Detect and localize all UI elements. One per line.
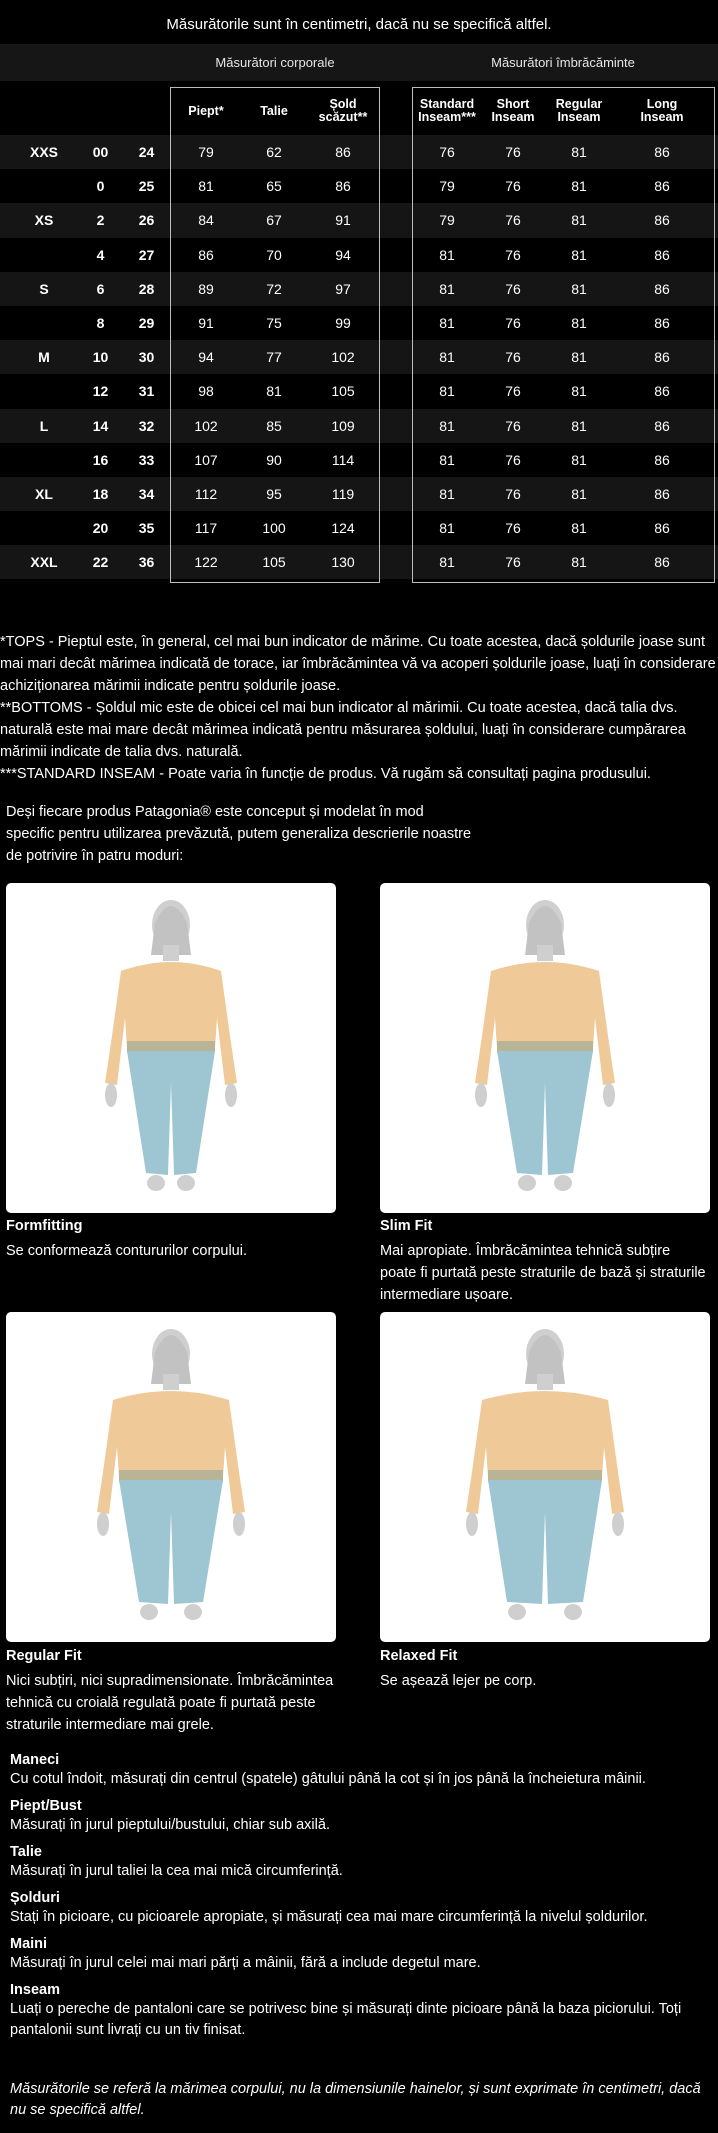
- cell-standard-inseam: 81: [439, 417, 455, 434]
- cell-regular-inseam: 81: [571, 417, 587, 434]
- cell-waist-size: 31: [138, 383, 155, 400]
- cell-chest: 107: [194, 451, 218, 468]
- fit-image-regular-fit: [6, 1312, 336, 1642]
- cell-chest: 117: [194, 520, 218, 537]
- cell-alpha-size: [10, 443, 78, 477]
- glossary-term: Șolduri: [10, 1890, 60, 1906]
- cell-standard-inseam: 79: [439, 178, 455, 195]
- glossary-definition: Măsurați în jurul taliei la cea mai mică circumferință.: [10, 1863, 343, 1879]
- cell-low-hip: 105: [331, 383, 355, 400]
- cell-short-inseam: 76: [505, 144, 521, 161]
- fit-description-relaxed-fit: Se așează lejer pe corp.: [380, 1673, 537, 1689]
- cell-alpha-size: [10, 238, 78, 272]
- cell-long-inseam: 86: [654, 315, 670, 332]
- cell-waist-size: 27: [138, 246, 155, 263]
- cell-chest: 122: [194, 554, 218, 571]
- header-regular-inseam-line: Inseam: [557, 110, 601, 124]
- cell-short-inseam: 76: [505, 178, 521, 195]
- cell-chest: 84: [198, 212, 214, 229]
- fit-image-formfitting: [6, 883, 336, 1213]
- footnote: Măsurătorile se referă la mărimea corpului, nu la dimensiunile hainelor, și sunt exprimate în centimetri, dacă nu se specifică altfel.: [10, 2081, 701, 2118]
- measurement-glossary: [10, 1752, 710, 2041]
- cell-chest: 89: [198, 280, 214, 297]
- fit-description-formfitting: Se conformează contururilor corpului.: [6, 1243, 247, 1259]
- cell-regular-inseam: 81: [571, 212, 587, 229]
- cell-standard-inseam: 81: [439, 280, 455, 297]
- cell-waist: 77: [266, 349, 282, 366]
- cell-chest: 102: [194, 417, 218, 434]
- cell-waist: 67: [266, 212, 282, 229]
- cell-numeric-size: 8: [96, 315, 105, 332]
- cell-short-inseam: 76: [505, 554, 521, 571]
- cell-low-hip: 86: [335, 144, 351, 161]
- cell-short-inseam: 76: [505, 520, 521, 537]
- cell-regular-inseam: 81: [571, 485, 587, 502]
- cell-standard-inseam: 76: [439, 144, 455, 161]
- cell-standard-inseam: 81: [439, 246, 455, 263]
- cell-numeric-size: 0: [96, 178, 105, 195]
- cell-waist-size: 32: [138, 417, 155, 434]
- cell-low-hip: 94: [335, 246, 351, 263]
- cell-waist-size: 29: [138, 315, 155, 332]
- fit-name-relaxed-fit: Relaxed Fit: [380, 1648, 458, 1664]
- glossary-term: Maini: [10, 1936, 48, 1952]
- fit-image-relaxed-fit: [380, 1312, 710, 1642]
- fit-intro: Deși fiecare produs Patagonia® este conceput și modelat în mod specific pentru utilizarea prevăzută, putem generaliza descrierile noastre de potrivire în patru moduri:: [6, 804, 472, 864]
- cell-waist-size: 33: [138, 451, 155, 468]
- cell-numeric-size: 16: [92, 451, 109, 468]
- glossary-definition: Măsurați în jurul pieptului/bustului, chiar sub axilă.: [10, 1817, 330, 1833]
- glossary-term: Talie: [10, 1844, 42, 1860]
- cell-waist: 105: [262, 554, 286, 571]
- cell-waist: 70: [266, 246, 282, 263]
- cell-alpha-size: [10, 306, 78, 340]
- cell-waist: 90: [266, 451, 282, 468]
- inseam-note: ***STANDARD INSEAM - Poate varia în funcție de produs. Vă rugăm să consultați pagina produsului.: [0, 766, 651, 782]
- cell-standard-inseam: 81: [439, 383, 455, 400]
- cell-short-inseam: 76: [505, 212, 521, 229]
- cell-chest: 79: [198, 144, 214, 161]
- cell-alpha-size: [10, 511, 78, 545]
- cell-numeric-size: 20: [92, 520, 109, 537]
- cell-short-inseam: 76: [505, 349, 521, 366]
- cell-low-hip: 99: [335, 315, 351, 332]
- cell-alpha-size: XXS: [29, 144, 58, 161]
- cell-standard-inseam: 81: [439, 520, 455, 537]
- cell-short-inseam: 76: [505, 280, 521, 297]
- header-standard-inseam-line: Standard: [419, 97, 475, 111]
- cell-alpha-size: XS: [34, 212, 54, 229]
- cell-long-inseam: 86: [654, 520, 670, 537]
- header-low-hip-line: Șold: [329, 97, 357, 111]
- cell-regular-inseam: 81: [571, 246, 587, 263]
- cell-long-inseam: 86: [654, 383, 670, 400]
- tops-note: *TOPS - Pieptul este, în general, cel mai bun indicator de mărime. Cu toate acestea, dacă șoldurile joase sunt mai mari decât mărimea indicată de torace, iar îmbrăcămintea vă va acoperi șoldurile joase, luați în considerare achiziționarea mărimii indicate pentru șoldurile joase.: [0, 634, 716, 694]
- cell-waist-size: 26: [138, 212, 155, 229]
- cell-regular-inseam: 81: [571, 349, 587, 366]
- cell-long-inseam: 86: [654, 144, 670, 161]
- size-notes: [0, 631, 718, 785]
- cell-short-inseam: 76: [505, 451, 521, 468]
- cell-long-inseam: 86: [654, 178, 670, 195]
- cell-waist-size: 25: [138, 178, 155, 195]
- cell-standard-inseam: 81: [439, 485, 455, 502]
- glossary-term: Maneci: [10, 1752, 60, 1768]
- cell-low-hip: 130: [331, 554, 355, 571]
- cell-waist: 95: [266, 485, 282, 502]
- size-chart-title: Măsurătorile sunt în centimetri, dacă nu se specifică altfel.: [166, 16, 552, 33]
- cell-standard-inseam: 81: [439, 451, 455, 468]
- cell-long-inseam: 86: [654, 451, 670, 468]
- cell-chest: 81: [198, 178, 214, 195]
- cell-alpha-size: [10, 169, 78, 203]
- cell-numeric-size: 2: [96, 212, 105, 229]
- cell-short-inseam: 76: [505, 246, 521, 263]
- cell-low-hip: 119: [331, 485, 355, 502]
- cell-waist: 100: [262, 520, 286, 537]
- cell-waist-size: 28: [138, 280, 155, 297]
- cell-regular-inseam: 81: [571, 144, 587, 161]
- cell-numeric-size: 14: [92, 417, 109, 434]
- cell-waist: 72: [266, 280, 282, 297]
- cell-alpha-size: S: [39, 280, 49, 297]
- cell-low-hip: 97: [335, 280, 351, 297]
- cell-long-inseam: 86: [654, 485, 670, 502]
- cell-waist-size: 36: [138, 554, 155, 571]
- fit-description-slim-fit: Mai apropiate. Îmbrăcămintea tehnică subțire poate fi purtată peste straturile de bază și straturile intermediare ușoare.: [380, 1243, 706, 1303]
- cell-chest: 94: [198, 349, 214, 366]
- cell-numeric-size: 4: [96, 246, 105, 263]
- header-low-hip-line: scăzut**: [318, 110, 368, 124]
- body-measurements-label: Măsurători corporale: [215, 55, 335, 70]
- cell-waist-size: 24: [138, 144, 155, 161]
- cell-waist-size: 34: [138, 485, 155, 502]
- cell-low-hip: 102: [331, 349, 355, 366]
- bottoms-note: **BOTTOMS - Șoldul mic este de obicei cel mai bun indicator al mărimii. Cu toate acestea, dacă talia dvs. naturală este mai mare decât mărimea indicată pentru măsurarea șoldului, luați în considerare cumpărarea mărimii indicate de talia dvs. naturală.: [0, 700, 686, 760]
- cell-long-inseam: 86: [654, 349, 670, 366]
- cell-chest: 91: [198, 315, 214, 332]
- header-standard-inseam-line: Inseam***: [418, 110, 476, 124]
- cell-long-inseam: 86: [654, 554, 670, 571]
- cell-waist: 65: [266, 178, 282, 195]
- garment-measurements-label: Măsurători îmbrăcăminte: [491, 55, 635, 70]
- cell-regular-inseam: 81: [571, 554, 587, 571]
- fit-image-slim-fit: [380, 883, 710, 1213]
- cell-long-inseam: 86: [654, 246, 670, 263]
- cell-regular-inseam: 81: [571, 178, 587, 195]
- cell-standard-inseam: 81: [439, 349, 455, 366]
- cell-alpha-size: XXL: [30, 554, 58, 571]
- cell-low-hip: 91: [335, 212, 351, 229]
- header-regular-inseam-line: Regular: [555, 97, 603, 111]
- cell-regular-inseam: 81: [571, 280, 587, 297]
- cell-alpha-size: XL: [35, 485, 53, 502]
- body-measurements-box: [170, 87, 380, 583]
- header-chest-line: Piept*: [188, 103, 224, 118]
- glossary-definition: Luați o pereche de pantaloni care se potrivesc bine și măsurați dinte picioare până la baza piciorului. Toți pantalonii sunt livrați cu un tiv finisat.: [10, 2001, 682, 2038]
- cell-chest: 112: [194, 485, 218, 502]
- cell-low-hip: 124: [331, 520, 355, 537]
- glossary-definition: Cu cotul îndoit, măsurați din centrul (spatele) gâtului până la cot și în jos până la încheietura mâinii.: [10, 1771, 646, 1787]
- fit-name-formfitting: Formfitting: [6, 1218, 83, 1234]
- cell-short-inseam: 76: [505, 315, 521, 332]
- cell-alpha-size: M: [38, 349, 50, 366]
- cell-long-inseam: 86: [654, 280, 670, 297]
- glossary-definition: Stați în picioare, cu picioarele apropiate, și măsurați cea mai mare circumferință la nivelul șoldurilor.: [10, 1909, 648, 1925]
- header-long-inseam-line: Long: [646, 97, 678, 111]
- cell-numeric-size: 22: [92, 554, 109, 571]
- header-short-inseam-line: Short: [496, 97, 530, 111]
- header-waist-line: Talie: [260, 103, 288, 118]
- cell-chest: 86: [198, 246, 214, 263]
- cell-low-hip: 109: [331, 417, 355, 434]
- cell-regular-inseam: 81: [571, 383, 587, 400]
- garment-measurements-box: [412, 87, 715, 583]
- cell-short-inseam: 76: [505, 417, 521, 434]
- cell-low-hip: 114: [331, 451, 355, 468]
- cell-regular-inseam: 81: [571, 520, 587, 537]
- cell-numeric-size: 10: [92, 349, 109, 366]
- cell-numeric-size: 00: [92, 144, 109, 161]
- fit-name-regular-fit: Regular Fit: [6, 1648, 82, 1664]
- fit-name-slim-fit: Slim Fit: [380, 1218, 433, 1234]
- cell-waist-size: 30: [138, 349, 155, 366]
- cell-low-hip: 86: [335, 178, 351, 195]
- cell-standard-inseam: 81: [439, 315, 455, 332]
- glossary-definition: Măsurați în jurul celei mai mari părți a mâinii, fără a include degetul mare.: [10, 1955, 481, 1971]
- cell-standard-inseam: 81: [439, 554, 455, 571]
- glossary-term: Piept/Bust: [10, 1798, 82, 1814]
- cell-alpha-size: [10, 374, 78, 408]
- cell-alpha-size: L: [39, 417, 49, 434]
- cell-numeric-size: 18: [92, 485, 109, 502]
- cell-short-inseam: 76: [505, 485, 521, 502]
- cell-regular-inseam: 81: [571, 451, 587, 468]
- cell-numeric-size: 12: [92, 383, 109, 400]
- cell-waist-size: 35: [138, 520, 155, 537]
- cell-waist: 75: [266, 315, 282, 332]
- cell-short-inseam: 76: [505, 383, 521, 400]
- fit-description-regular-fit: Nici subțiri, nici supradimensionate. Îmbrăcămintea tehnică cu croială regulată poate fi purtată peste straturile intermediare mai grele.: [6, 1673, 334, 1733]
- cell-chest: 98: [198, 383, 214, 400]
- header-long-inseam-line: Inseam: [640, 110, 684, 124]
- cell-numeric-size: 6: [96, 280, 105, 297]
- cell-standard-inseam: 79: [439, 212, 455, 229]
- header-short-inseam-line: Inseam: [491, 110, 535, 124]
- cell-waist: 85: [266, 417, 282, 434]
- cell-long-inseam: 86: [654, 212, 670, 229]
- cell-long-inseam: 86: [654, 417, 670, 434]
- cell-waist: 81: [266, 383, 282, 400]
- cell-waist: 62: [266, 144, 282, 161]
- cell-regular-inseam: 81: [571, 315, 587, 332]
- glossary-term: Inseam: [10, 1982, 60, 1998]
